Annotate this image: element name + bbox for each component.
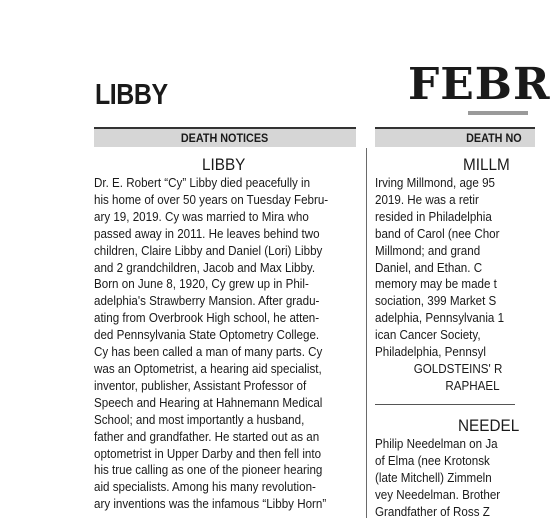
text-line: band of Carol (nee Chor [375, 225, 500, 241]
notice-heading-libby: LIBBY [202, 155, 246, 174]
text-line: ary 19, 2019. Cy was married to Mira who [94, 208, 309, 224]
funeral-home-line: GOLDSTEINS' R [413, 360, 503, 376]
month-underline [468, 111, 528, 115]
text-line: his true calling as one of the pioneer hearing [94, 462, 323, 478]
text-line: ican Cancer Society, [375, 327, 481, 343]
notice-separator [375, 404, 515, 405]
text-line: Cy has been called a man of many parts. Cy [94, 344, 323, 360]
text-line: Born on June 8, 1920, Cy grew up in Phil- [94, 276, 309, 292]
text-line: was an Optometrist, a hearing aid specialist, [94, 360, 322, 376]
text-line: Grandfather of Ross Z [375, 503, 490, 519]
text-line: aid specialists. Among his many revolution- [94, 479, 316, 495]
text-line: Irving Millmond, age 95 [375, 175, 495, 190]
text-line: Daniel, and Ethan. C [375, 259, 483, 275]
text-line: children, Claire Libby and Daniel (Lori) Libby [94, 242, 323, 258]
text-line: sociation, 399 Market S [375, 293, 497, 309]
text-line: ating from Overbrook High school, he atten- [94, 310, 320, 326]
section-bar-right-label: DEATH NO [466, 131, 522, 145]
text-line: memory may be made t [375, 276, 497, 292]
column-divider [366, 148, 367, 518]
text-line: School; and most importantly a husband, [94, 411, 305, 427]
section-bar-left-label: DEATH NOTICES [181, 131, 269, 145]
notice-body-millmond [375, 175, 515, 395]
notice-body-libby [94, 175, 364, 515]
text-line: resided in Philadelphia [375, 208, 492, 224]
text-line: adelphia's Strawberry Mansion. After gradu- [94, 293, 320, 309]
text-line: Philip Needelman on Ja [375, 436, 498, 451]
section-bar-left [94, 127, 356, 147]
text-line: 2019. He was a retir [375, 191, 479, 207]
text-line: Speech and Hearing at Hahnemann Medical [94, 394, 323, 410]
page-title: LIBBY [95, 79, 168, 111]
text-line: Philadelphia, Pennsyl [375, 344, 486, 360]
funeral-home-line: RAPHAEL [445, 377, 500, 393]
notice-body-needelman [375, 436, 515, 519]
notice-heading-needelman: NEEDEL [458, 416, 520, 435]
text-line: (late Mitchell) Zimmeln [375, 469, 492, 485]
text-line: and 2 grandchildren, Jacob and Max Libby. [94, 259, 316, 275]
text-line: his home of over 50 years on Tuesday Febru- [94, 191, 329, 207]
text-line: inventor, publisher, Assistant Professor of [94, 377, 307, 393]
text-line: Dr. E. Robert “Cy” Libby died peacefully in [94, 175, 311, 190]
text-line: of Elma (nee Krotonsk [375, 452, 490, 468]
text-line: Millmond; and grand [375, 242, 481, 258]
text-line: ary inventions was the infamous “Libby Horn” [94, 496, 327, 512]
section-bar-right [375, 127, 535, 147]
month-header: FEBR [408, 59, 551, 110]
text-line: adelphia, Pennsylvania 1 [375, 310, 505, 326]
text-line: ded Pennsylvania State Optometry College. [94, 327, 320, 343]
text-line: vey Needelman. Brother [375, 486, 501, 502]
text-line: optometrist in Upper Darby and then fell into [94, 445, 322, 461]
text-line: passed away in 2011. He leaves behind two [94, 225, 320, 241]
notice-heading-millmond: MILLM [463, 155, 510, 174]
text-line: father and grandfather. He started out as an [94, 428, 320, 444]
